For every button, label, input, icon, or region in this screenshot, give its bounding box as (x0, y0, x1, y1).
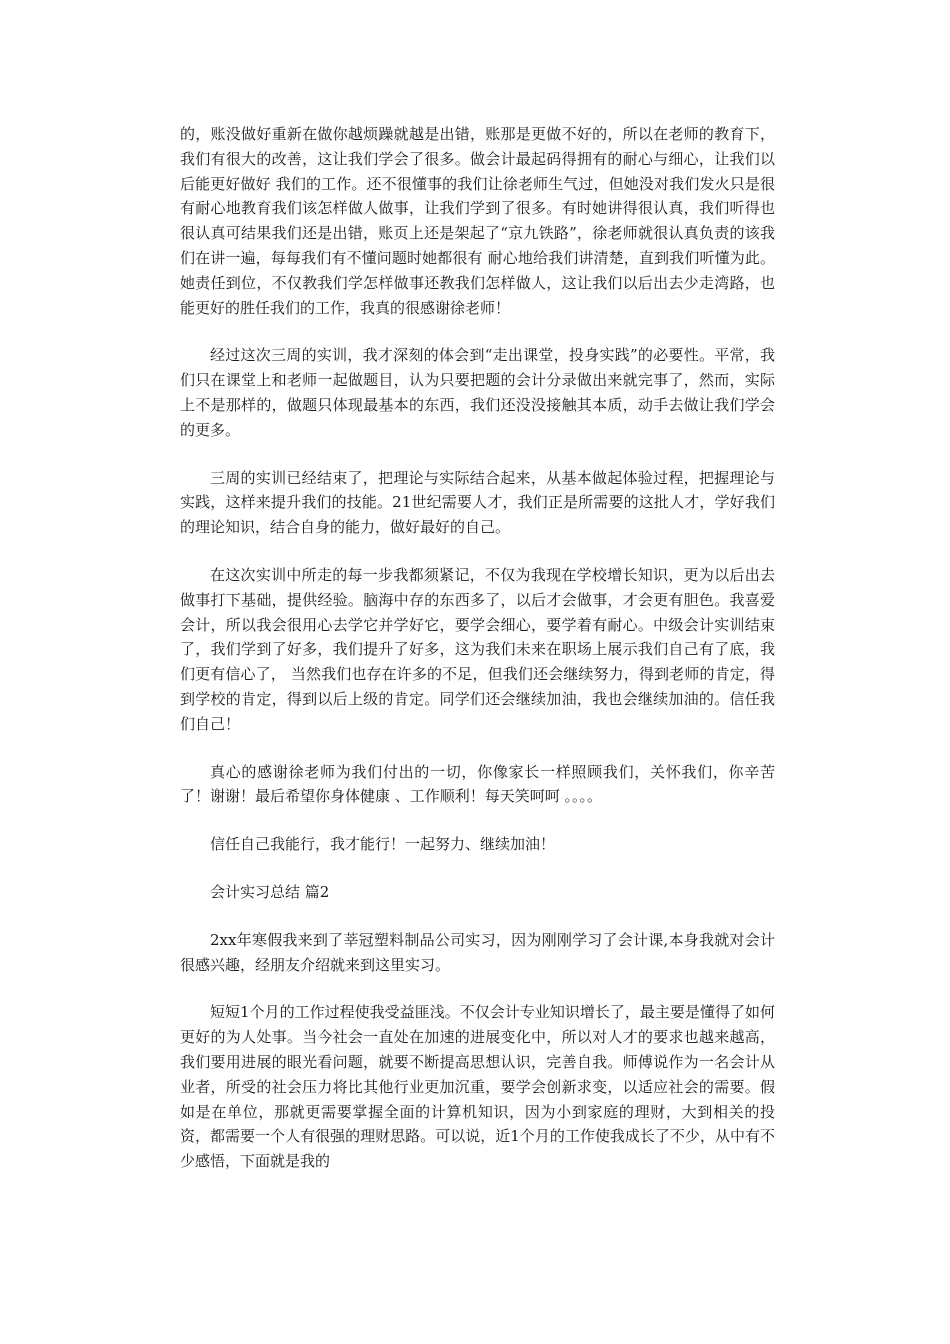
paragraph-winter-internship: 2xx年寒假我来到了莘冠塑料制品公司实习，因为刚刚学习了会计课,本身我就对会计很感兴趣，经朋友介绍就来到这里实习。 (180, 930, 775, 974)
paragraph-training-end: 三周的实训已经结束了，把理论与实际结合起来，从基本做起体验过程，把握理论与实践，这样来提升我们的技能。21世纪需要人才，我们正是所需要的这批人才，学好我们的理论知识，结合自身的能力，做好最好的自己。 (180, 468, 775, 537)
paragraph-heartfelt-thanks: 真心的感谢徐老师为我们付出的一切，你像家长一样照顾我们，关怀我们，你辛苦了！谢谢！最后希望你身体健康 、工作顺利！每天笑呵呵 。。。。 (180, 762, 775, 806)
paragraph-teacher-thanks: 的，账没做好重新在做你越烦躁就越是出错，账那是更做不好的，所以在老师的教育下，我们有很大的改善，这让我们学会了很多。做会计最起码得拥有的耐心与细心，让我们以后能更好做好 我们的工作。还不很懂事的我们让徐老师生气过，但她没对我们发火只是很有耐心地教育我们该怎样做人做事，让我们学到了很多。有时她讲得很认真，我们听得也很认真可结果我们还是出错，账页上还是架起了“京九铁路”，徐老师就很认真负责的该我们在讲一遍，每每我们有不懂问题时她都很有 耐心地给我们讲清楚，直到我们听懂为此。她责任到位，不仅教我们学怎样做事还教我们怎样做人，这让我们以后出去少走湾路，也能更好的胜任我们的工作，我真的很感谢徐老师！ (180, 125, 775, 317)
paragraph-one-month-work: 短短1个月的工作过程使我受益匪浅。不仅会计专业知识增长了，最主要是懂得了如何更好的为人处事。当今社会一直处在加速的进展变化中，所以对人才的要求也越来越高，我们要用进展的眼光看问题，就要不断提高思想认识，完善自我。师傅说作为一名会计从业者，所受的社会压力将比其他行业更加沉重，要学会创新求变，以适应社会的需要。假如是在单位，那就更需要掌握全面的计算机知识，因为小到家庭的理财，大到相关的投资，都需要一个人有很强的理财思路。可以说，近1个月的工作使我成长了不少，从中有不少感悟，下面就是我的 (180, 1003, 775, 1171)
section-heading-part2: 会计实习总结 篇2 (210, 882, 330, 901)
document-body (180, 122, 775, 1197)
paragraph-believe-self: 信任自己我能行，我才能行！一起努力、继续加油！ (210, 835, 556, 854)
paragraph-practice-importance: 经过这次三周的实训，我才深刻的体会到“走出课堂，投身实践”的必要性。平常，我们只在课堂上和老师一起做题目，认为只要把题的会计分录做出来就完事了，然而，实际上不是那样的，做题只体现最基本的东西，我们还没没接触其本质，动手去做让我们学会的更多。 (180, 346, 775, 439)
paragraph-every-step: 在这次实训中所走的每一步我都须紧记，不仅为我现在学校增长知识，更为以后出去做事打下基础，提供经验。脑海中存的东西多了，以后才会做事，才会更有胆色。我喜爱会计，所以我会很用心去学它并学好它，要学会细心，要学着有耐心。中级会计实训结束了，我们学到了好多，我们提升了好多，这为我们未来在职场上展示我们自己有了底，我们更有信心了， 当然我们也存在许多的不足，但我们还会继续努力，得到老师的肯定，得到学校的肯定，得到以后上级的肯定。同学们还会继续加油，我也会继续加油的。信任我们自己！ (180, 565, 775, 733)
